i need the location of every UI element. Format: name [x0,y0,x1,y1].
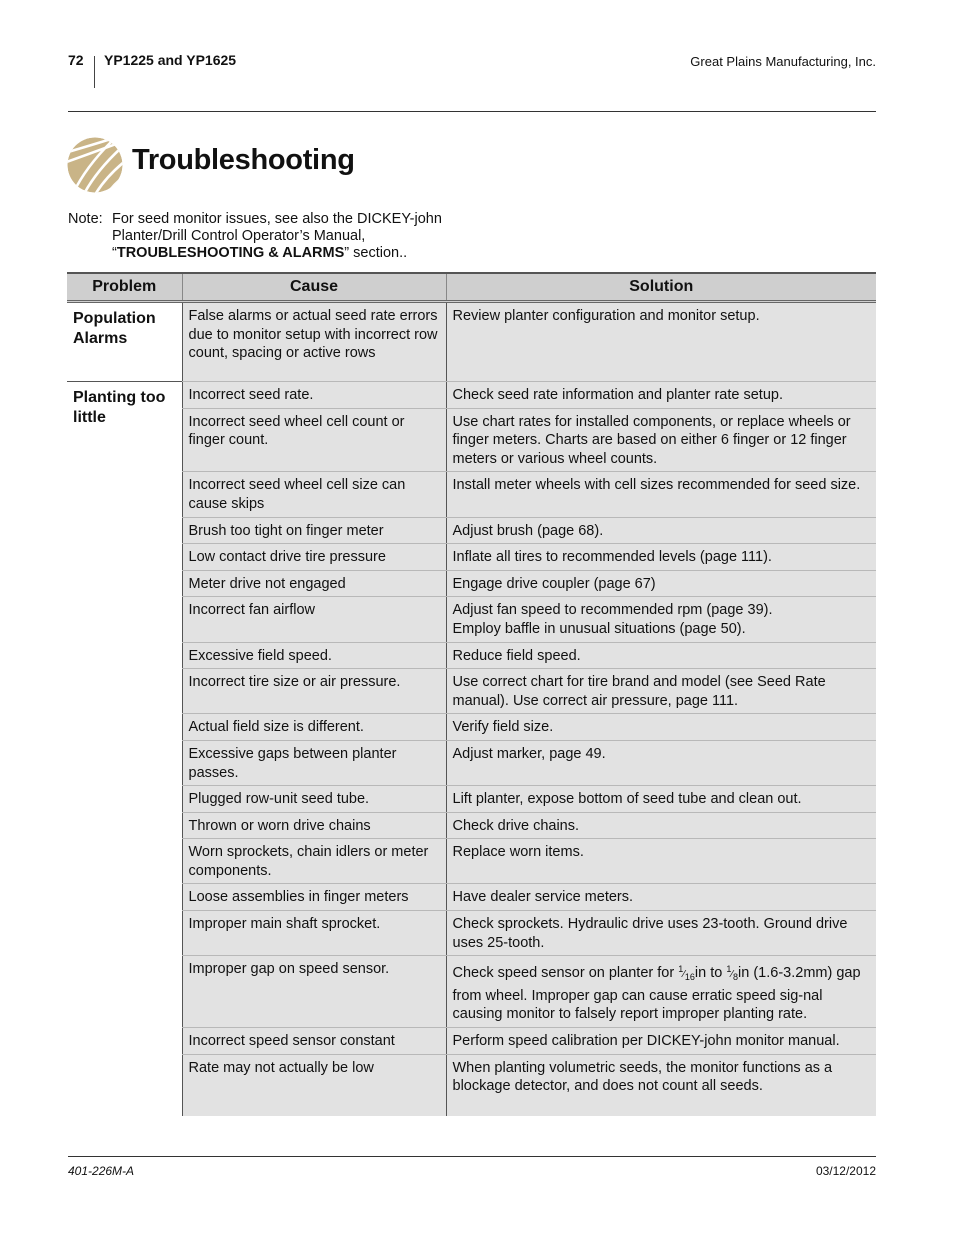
solution-text: Check speed sensor on planter for [452,965,679,982]
table-row [67,911,876,956]
section-title: Troubleshooting [132,144,355,176]
solution-cell: Adjust brush (page 68). [446,517,876,544]
table-row [67,669,876,714]
note-line-2: Planter/Drill Control Operator’s Manual, [112,228,366,244]
model-name: YP1225 and YP1625 [104,52,237,68]
cause-cell: Incorrect speed sensor constant [182,1028,446,1055]
solution-cell: Check seed rate information and planter rate setup. [446,382,876,409]
solution-cell: Replace worn items. [446,839,876,884]
header-solution: Solution [446,273,876,302]
solution-cell [446,597,876,642]
solution-text: in (1.6-3.2mm) gap from wheel. Improper gap can cause erratic speed sig-nal causing monitor to falsely report improper planting rate. [452,965,861,1023]
cause-cell: Brush too tight on finger meter [182,517,446,544]
solution-cell: Have dealer service meters. [446,884,876,911]
table-row [67,812,876,839]
cause-cell: Incorrect seed wheel cell size can cause skips [182,472,446,517]
table-row [67,884,876,911]
table-row [67,642,876,669]
solution-cell: Review planter configuration and monitor setup. [446,302,876,382]
note-open-quote: “ [112,245,117,261]
cause-cell: Incorrect seed rate. [182,382,446,409]
table-row [67,472,876,517]
fraction-sixteenth: $^1⁄_{16}$ [678,964,695,983]
note-close-quote: ” section.. [344,245,408,261]
table-row [67,517,876,544]
page-number: 72 [68,52,84,68]
solution-cell: Engage drive coupler (page 67) [446,570,876,597]
header-rule [68,111,876,112]
table-row [67,544,876,571]
table-row [67,1054,876,1116]
table-row [67,786,876,813]
document-id: 401-226M-A [68,1164,135,1178]
table-header-row [67,273,876,302]
solution-line: Adjust fan speed to recommended rpm (page 39). [452,602,773,619]
cause-cell: Rate may not actually be low [182,1054,446,1116]
note-label: Note: [68,211,103,227]
cause-cell: Excessive field speed. [182,642,446,669]
fraction-eighth: $^1⁄_8$ [726,964,739,983]
table-row [67,1028,876,1055]
table-row [67,382,876,409]
note-line-1: For seed monitor issues, see also the DICKEY-john [112,211,442,227]
cause-cell: Thrown or worn drive chains [182,812,446,839]
footer-rule [68,1156,876,1157]
solution-text: in to [694,965,727,982]
fraction-denominator: 16 [684,972,695,983]
solution-cell [446,956,876,1028]
table-row [67,740,876,785]
document-date: 03/12/2012 [815,1164,876,1178]
cause-cell: False alarms or actual seed rate errors due to monitor setup with incorrect row count, spacing or active rows [182,302,446,382]
table-row [67,302,876,382]
cause-cell: Incorrect tire size or air pressure. [182,669,446,714]
page-header [68,52,876,92]
cause-cell: Worn sprockets, chain idlers or meter components. [182,839,446,884]
table-row [67,408,876,472]
troubleshooting-table [67,272,876,1116]
problem-cell: Planting too little [67,382,182,1117]
header-divider [94,56,95,88]
cause-cell: Low contact drive tire pressure [182,544,446,571]
cause-cell: Incorrect seed wheel cell count or finger count. [182,408,446,472]
cause-cell: Incorrect fan airflow [182,597,446,642]
cause-cell: Improper main shaft sprocket. [182,911,446,956]
solution-cell: Reduce field speed. [446,642,876,669]
solution-cell: Install meter wheels with cell sizes recommended for seed size. [446,472,876,517]
cause-cell: Actual field size is different. [182,714,446,741]
cause-cell: Improper gap on speed sensor. [182,956,446,1028]
cause-cell: Loose assemblies in finger meters [182,884,446,911]
note-line-3 [112,245,512,262]
company-name: Great Plains Manufacturing, Inc. [690,54,876,69]
solution-cell: Check drive chains. [446,812,876,839]
fraction-numerator: 1 [726,964,732,975]
table-row [67,714,876,741]
solution-cell: Lift planter, expose bottom of seed tube and clean out. [446,786,876,813]
solution-cell: Verify field size. [446,714,876,741]
solution-cell: Check sprockets. Hydraulic drive uses 23-tooth. Ground drive uses 25-tooth. [446,911,876,956]
cause-cell: Plugged row-unit seed tube. [182,786,446,813]
solution-cell: Use chart rates for installed components, or replace wheels or finger meters. Charts are based on either 6 finger or 12 finger meters or various wheel counts. [446,408,876,472]
solution-cell: When planting volumetric seeds, the monitor functions as a blockage detector, and does not count all seeds. [446,1054,876,1116]
solution-cell: Adjust marker, page 49. [446,740,876,785]
cause-cell: Meter drive not engaged [182,570,446,597]
header-problem: Problem [67,273,182,302]
header-cause: Cause [182,273,446,302]
fraction-denominator: 8 [733,972,739,983]
problem-cell: Population Alarms [67,302,182,382]
wheat-stripes-icon [67,136,123,194]
table-row [67,956,876,1028]
fraction-numerator: 1 [678,964,684,975]
solution-cell: Use correct chart for tire brand and model (see Seed Rate manual). Use correct air pressure, page 111. [446,669,876,714]
solution-cell: Inflate all tires to recommended levels (page 111). [446,544,876,571]
cause-cell: Excessive gaps between planter passes. [182,740,446,785]
table-row [67,839,876,884]
table-row [67,570,876,597]
solution-cell: Perform speed calibration per DICKEY-john monitor manual. [446,1028,876,1055]
note-manual-section: TROUBLESHOOTING & ALARMS [116,245,345,261]
solution-line: Employ baffle in unusual situations (page 50). [452,620,746,637]
table-row [67,597,876,642]
